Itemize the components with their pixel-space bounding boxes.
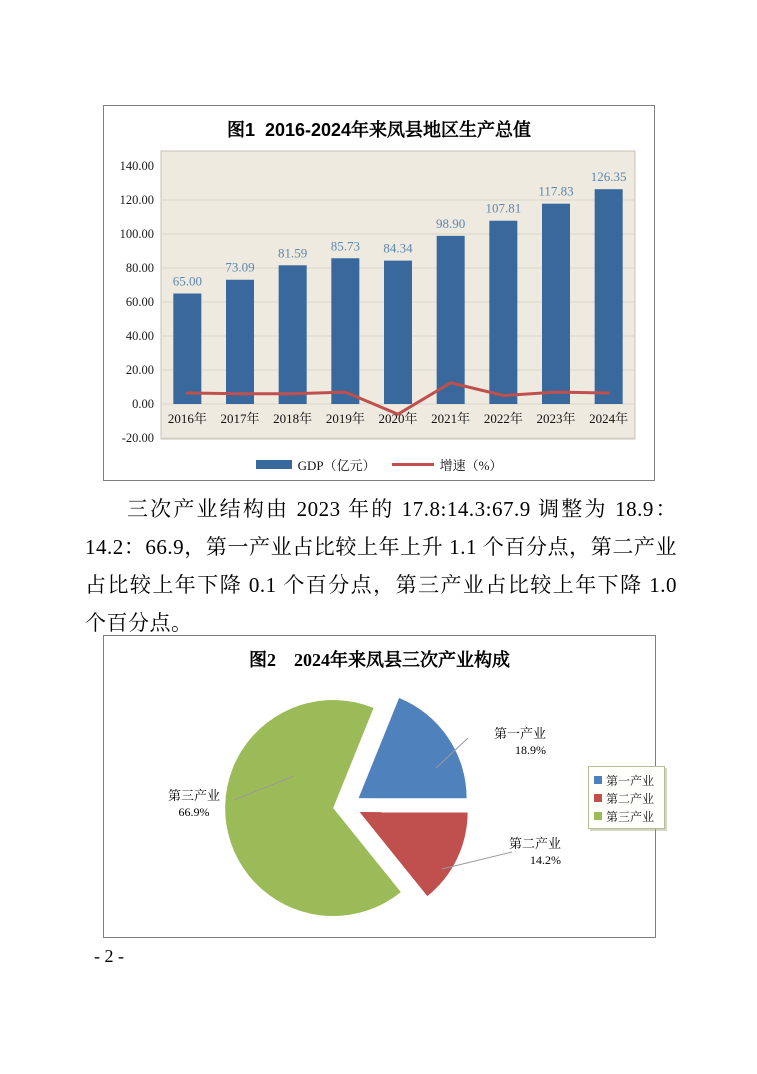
legend-label-tertiary: 第三产业 — [606, 809, 655, 824]
page-number: - 2 - — [94, 946, 124, 966]
gdp-series-label: GDP（亿元） — [297, 458, 376, 473]
growth-series-swatch — [392, 463, 434, 466]
x-tick-label: 2016年 — [167, 411, 207, 426]
x-tick-label: 2024年 — [589, 411, 629, 426]
y-tick-label: 60.00 — [125, 295, 154, 309]
legend-swatch-primary — [594, 776, 602, 784]
legend-item-primary — [594, 771, 664, 789]
pie-label-secondary-pct: 14.2% — [530, 853, 561, 867]
legend-item-tertiary — [594, 807, 664, 825]
bar-value-label: 81.59 — [278, 245, 308, 261]
pie-label-tertiary-name: 第三产业 — [167, 788, 220, 803]
gdp-bar — [542, 204, 570, 404]
gdp-bar — [173, 294, 201, 405]
gdp-bar — [226, 280, 254, 404]
bar-value-label: 98.90 — [436, 215, 466, 231]
gdp-bar — [384, 261, 412, 404]
y-tick-label: -20.00 — [121, 431, 154, 445]
bar-value-label: 117.83 — [538, 183, 574, 199]
x-tick-label: 2020年 — [378, 411, 418, 426]
industry-structure-paragraph: 三次产业结构由 2023 年的 17.8:14.3:67.9 调整为 18.9：14.2：66.9，第一产业占比较上年上升 1.1 个百分点，第二产业占比较上年下降 0.1 个百分点，第三产业占比较上年下降 1.0 个百分点。 — [85, 497, 677, 635]
bar-chart-plot-area — [104, 106, 652, 478]
y-tick-label: 140.00 — [119, 159, 154, 173]
pie-chart-plot-area — [104, 636, 653, 935]
x-tick-label: 2019年 — [325, 411, 365, 426]
pie-label-primary-name: 第一产业 — [493, 726, 546, 741]
figure1-title: 图1 2016-2024年来凤县地区生产总值 — [226, 120, 532, 140]
pie-label-secondary — [459, 836, 561, 868]
bar-value-label: 65.00 — [172, 273, 202, 289]
pie-label-tertiary-pct: 66.9% — [178, 805, 210, 819]
pie-legend — [588, 766, 665, 829]
y-tick-label: 120.00 — [119, 193, 154, 207]
gdp-bar — [595, 189, 623, 404]
legend-swatch-tertiary — [594, 812, 602, 820]
y-tick-label: 40.00 — [125, 329, 154, 343]
figure2-title: 图2 2024年来凤县三次产业构成 — [249, 650, 510, 670]
x-tick-label: 2023年 — [536, 411, 576, 426]
pie-slices — [225, 698, 467, 916]
x-tick-label: 2021年 — [431, 411, 471, 426]
pie-label-primary-pct: 18.9% — [515, 743, 546, 757]
bar-value-label: 73.09 — [225, 259, 255, 275]
pie-slice — [225, 700, 401, 916]
pie-label-secondary-name: 第二产业 — [508, 836, 561, 851]
gdp-bar — [437, 236, 465, 404]
bar-value-label: 85.73 — [330, 238, 360, 254]
bar-value-label: 107.81 — [485, 200, 522, 216]
gdp-bar-chart-figure — [103, 105, 655, 481]
legend-label-primary: 第一产业 — [606, 773, 655, 788]
x-tick-label: 2022年 — [483, 411, 523, 426]
bar-value-label: 84.34 — [383, 240, 413, 256]
legend-label-secondary: 第二产业 — [606, 791, 655, 806]
pie-label-tertiary — [151, 788, 237, 820]
bar-value-label: 126.35 — [590, 169, 627, 185]
y-tick-label: 0.00 — [132, 397, 154, 411]
gdp-bar — [279, 265, 307, 404]
y-tick-label: 80.00 — [125, 261, 154, 275]
x-tick-label: 2018年 — [273, 411, 313, 426]
gdp-series-swatch — [256, 460, 292, 469]
figure1-legend — [104, 455, 654, 474]
pie-label-primary — [444, 726, 546, 758]
y-tick-label: 100.00 — [119, 227, 154, 241]
gdp-bar — [489, 221, 517, 404]
legend-swatch-secondary — [594, 794, 602, 802]
industry-pie-chart-figure — [103, 635, 656, 938]
growth-series-label: 增速（%） — [439, 458, 503, 473]
y-tick-label: 20.00 — [125, 363, 154, 377]
legend-item-secondary — [594, 789, 664, 807]
x-tick-label: 2017年 — [220, 411, 260, 426]
gdp-bar — [331, 258, 359, 404]
